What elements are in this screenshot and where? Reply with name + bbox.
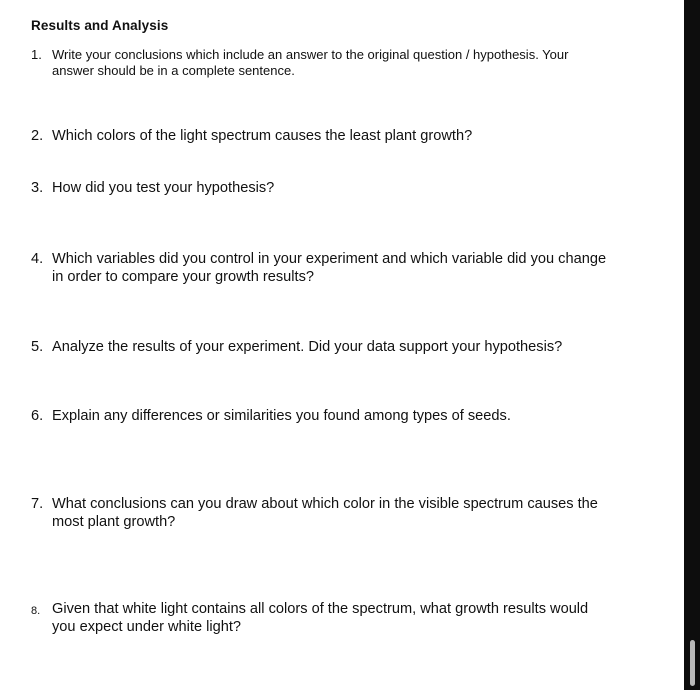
question-text: Analyze the results of your experiment. Did your data support your hypothesis? [52, 339, 563, 355]
question-text: Which variables did you control in your experiment and which variable did you change in order to compare your growth results? [52, 251, 607, 285]
question-5 [31, 338, 611, 356]
question-text: Explain any differences or similarities you found among types of seeds. [52, 408, 511, 424]
question-number: 2. [31, 128, 44, 144]
question-1 [31, 47, 611, 79]
question-2 [31, 127, 611, 145]
question-number: 3. [31, 180, 44, 196]
question-text: Given that white light contains all colors of the spectrum, what growth results would you expect under white light? [52, 601, 589, 635]
question-6 [31, 407, 611, 425]
question-number: 7. [31, 496, 44, 512]
question-number: 6. [31, 408, 44, 424]
question-8 [31, 600, 611, 636]
question-text: Which colors of the light spectrum causes the least plant growth? [52, 128, 473, 144]
scrollbar-thumb[interactable] [690, 640, 695, 686]
section-title: Results and Analysis [31, 18, 169, 33]
question-number: 4. [31, 251, 44, 267]
question-4 [31, 250, 611, 286]
question-number: 1. [31, 47, 42, 62]
question-3 [31, 179, 611, 197]
viewer-edge-bar [684, 0, 700, 690]
question-number: 8. [31, 605, 41, 617]
question-text: Write your conclusions which include an answer to the original question / hypothesis. Your answer should be in a complete sentence. [52, 47, 569, 78]
question-number: 5. [31, 339, 44, 355]
question-7 [31, 495, 611, 531]
question-text: How did you test your hypothesis? [52, 180, 275, 196]
question-text: What conclusions can you draw about which color in the visible spectrum causes the most plant growth? [52, 496, 598, 530]
